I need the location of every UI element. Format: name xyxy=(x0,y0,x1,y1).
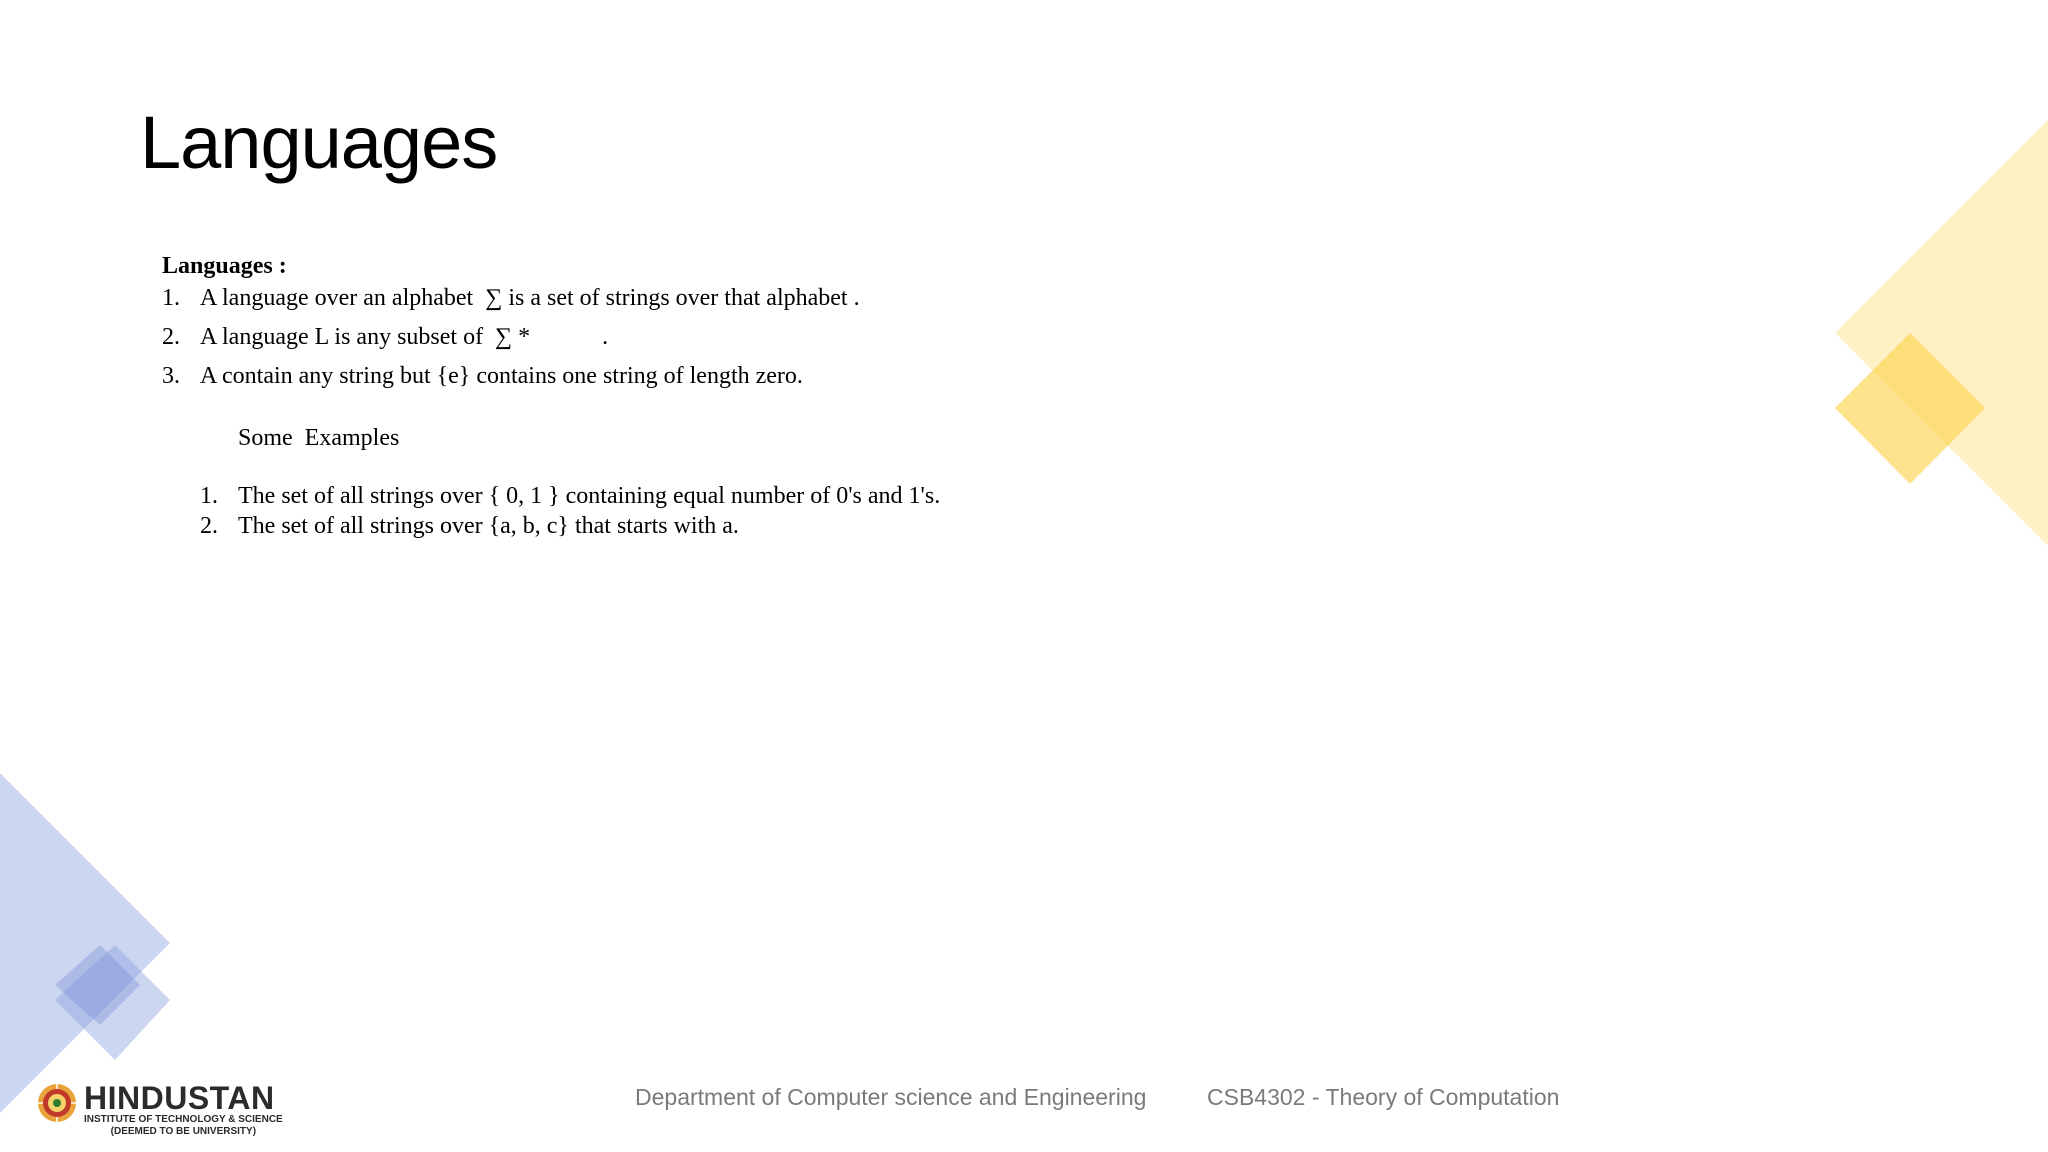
yellow-diamond-decoration xyxy=(1800,100,2048,560)
logo-subtitle: INSTITUTE OF TECHNOLOGY & SCIENCE xyxy=(84,1114,283,1125)
slide-title: Languages xyxy=(140,101,498,184)
blue-diamond-decoration xyxy=(0,770,180,1130)
list-text: A contain any string but {e} contains one string of length zero. xyxy=(200,363,803,389)
list-number: 1. xyxy=(200,483,218,509)
section-heading: Languages : xyxy=(162,253,287,279)
list-number: 2. xyxy=(162,324,180,350)
list-item xyxy=(162,321,940,360)
examples-heading: Some Examples xyxy=(238,425,400,451)
slide-content xyxy=(162,250,940,541)
list-text: The set of all strings over { 0, 1 } containing equal number of 0's and 1's. xyxy=(238,483,941,509)
rules-list xyxy=(162,282,940,399)
footer-department: Department of Computer science and Engineering xyxy=(635,1084,1147,1110)
list-number: 3. xyxy=(162,363,180,389)
list-item xyxy=(200,511,940,541)
list-text: The set of all strings over {a, b, c} that starts with a. xyxy=(238,513,739,539)
logo-subtitle-2: (DEEMED TO BE UNIVERSITY) xyxy=(110,1126,257,1137)
list-number: 2. xyxy=(200,513,218,539)
list-text: A language over an alphabet ∑ is a set of strings over that alphabet . xyxy=(200,285,860,311)
list-item xyxy=(200,481,940,511)
list-text: A language L is any subset of ∑ * . xyxy=(200,324,609,350)
list-item xyxy=(162,282,940,321)
list-number: 1. xyxy=(162,285,180,311)
footer-course: CSB4302 - Theory of Computation xyxy=(1207,1084,1560,1110)
examples-list xyxy=(200,481,940,541)
logo-text xyxy=(84,1082,283,1138)
list-item xyxy=(162,360,940,399)
institution-logo xyxy=(36,1082,283,1138)
logo-name: HINDUSTAN xyxy=(84,1080,275,1116)
emblem-icon xyxy=(36,1082,78,1124)
